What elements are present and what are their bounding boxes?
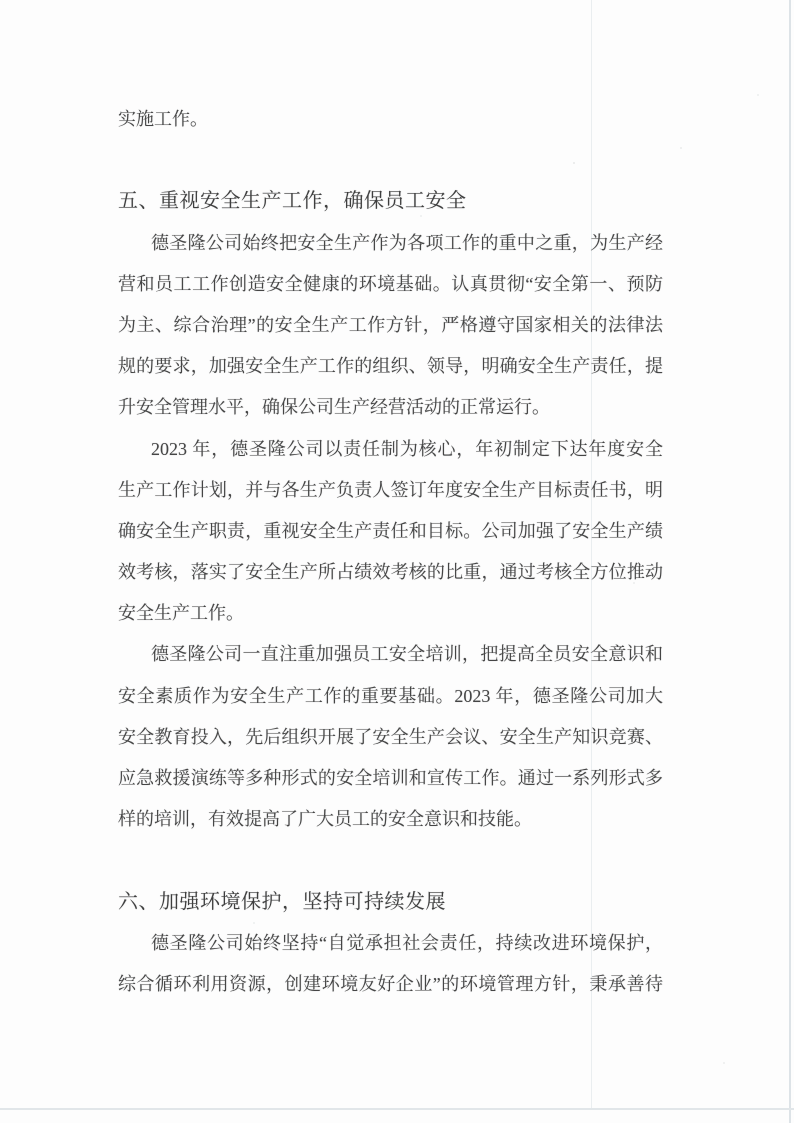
- paragraph-line: 德圣隆公司一直注重加强员工安全培训，把提高全员安全意识和: [151, 644, 663, 665]
- section-heading: 五、重视安全生产工作，确保员工安全: [118, 190, 467, 213]
- paragraph-line: 为主、综合治理”的安全生产工作方针，严格遵守国家相关的法律法: [118, 314, 663, 335]
- paragraph-line: 综合循环利用资源，创建环境友好企业”的环境管理方针，秉承善待: [118, 973, 663, 994]
- paragraph-line: 德圣隆公司始终坚持“自觉承担社会责任，持续改进环境保护，: [151, 932, 663, 953]
- document-text-column: [118, 99, 663, 1005]
- body-line: 实施工作。: [118, 109, 208, 129]
- paragraph-line: 升安全管理水平，确保公司生产经营活动的正常运行。: [118, 397, 550, 418]
- paragraph-line: 安全教育投入，先后组织开展了安全生产会议、安全生产知识竞赛、: [118, 726, 663, 747]
- paragraph-line: 德圣隆公司始终把安全生产作为各项工作的重中之重，为生产经: [151, 232, 663, 253]
- paragraph-line: 2023 年，德圣隆公司以责任制为核心，年初制定下达年度安全: [151, 438, 663, 459]
- paragraph-line: 应急救援演练等多种形式的安全培训和宣传工作。通过一系列形式多: [118, 768, 663, 788]
- blank-line: [118, 840, 663, 881]
- section-heading: 六、加强环境保护，坚持可持续发展: [118, 890, 446, 913]
- page-bottom-edge-shadow: [0, 1108, 794, 1110]
- blank-line: [118, 140, 663, 181]
- paragraph-line: 确安全生产职责，重视安全生产责任和目标。公司加强了安全生产绩: [118, 520, 663, 541]
- paragraph-line: 样的培训，有效提高了广大员工的安全意识和技能。: [118, 809, 532, 830]
- paragraph-line: 安全生产工作。: [118, 603, 244, 624]
- paragraph-line: 营和员工工作创造安全健康的环境基础。认真贯彻“安全第一、预防: [118, 273, 663, 294]
- paragraph-line: 生产工作计划，并与各生产负责人签订年度安全生产目标责任书，明: [118, 479, 663, 500]
- page-right-edge-shadow: [789, 0, 791, 1123]
- paragraph-line: 安全素质作为安全生产工作的重要基础。2023 年，德圣隆公司加大: [118, 685, 663, 706]
- paragraph-line: 规的要求，加强安全生产工作的组织、领导，明确安全生产责任，提: [118, 356, 663, 377]
- paragraph-line: 效考核，落实了安全生产所占绩效考核的比重，通过考核全方位推动: [118, 562, 663, 583]
